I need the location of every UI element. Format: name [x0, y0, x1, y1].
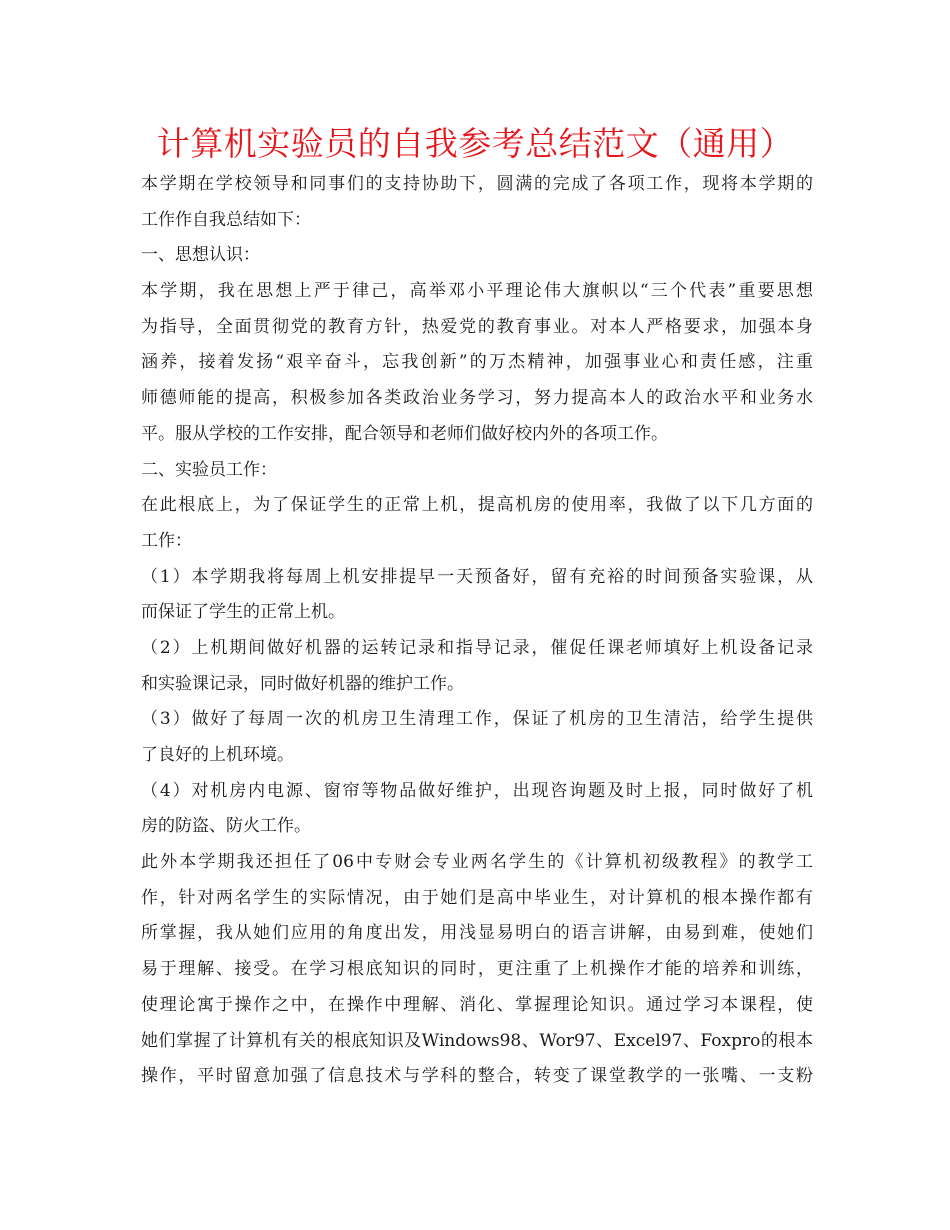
paragraph-line: 师德师能的提高，积极参加各类政治业务学习，努力提高本人的政治水平和业务水 [141, 388, 813, 409]
list-item-line: 房的防盗、防火工作。 [141, 816, 311, 837]
paragraph-line: 此外本学期我还担任了06中专财会专业两名学生的《计算机初级教程》的教学工 [141, 852, 813, 873]
paragraph-line: 使理论寓于操作之中，在操作中理解、消化、掌握理论知识。通过学习本课程，使 [141, 994, 813, 1015]
paragraph-line: 工作： [141, 530, 192, 551]
paragraph-line: 所掌握，我从她们应用的角度出发，用浅显易明白的语言讲解，由易到难，使她们 [141, 923, 813, 944]
paragraph-line: 在此根底上，为了保证学生的正常上机，提高机房的使用率，我做了以下几方面的 [141, 495, 813, 516]
paragraph-line: 为指导，全面贯彻党的教育方针，热爱党的教育事业。对本人严格要求，加强本身 [141, 316, 813, 337]
list-item-line: （2）上机期间做好机器的运转记录和指导记录，催促任课老师填好上机设备记录 [141, 637, 813, 658]
list-item-line: （4）对机房内电源、窗帘等物品做好维护，出现咨询题及时上报，同时做好了机 [141, 780, 813, 801]
paragraph-line: 涵养，接着发扬“艰辛奋斗，忘我创新”的万杰精神，加强事业心和责任感，注重 [141, 352, 813, 373]
paragraph-line: 本学期在学校领导和同事们的支持协助下，圆满的完成了各项工作，现将本学期的 [141, 174, 813, 194]
paragraph-line: 操作，平时留意加强了信息技术与学科的整合，转变了课堂教学的一张嘴、一支粉 [141, 1066, 813, 1087]
document-body [141, 167, 813, 1095]
list-item-line: （1）本学期我将每周上机安排提早一天预备好，留有充裕的时间预备实验课，从 [141, 566, 813, 587]
paragraph-line: 平。服从学校的工作安排，配合领导和老师们做好校内外的各项工作。 [141, 423, 668, 444]
paragraph-line: 易于理解、接受。在学习根底知识的同时，更注重了上机操作才能的培养和训练， [141, 959, 813, 980]
list-item-line: 而保证了学生的正常上机。 [141, 602, 345, 623]
list-item-line: 和实验课记录，同时做好机器的维护工作。 [141, 673, 464, 694]
document-title: 计算机实验员的自我参考总结范文（通用） [156, 124, 794, 163]
paragraph-line: 作，针对两名学生的实际情况，由于她们是高中毕业生，对计算机的根本操作都有 [141, 887, 813, 908]
section-heading: 一、思想认识： [141, 245, 260, 266]
paragraph-line: 工作作自我总结如下： [141, 209, 311, 230]
paragraph-line: 她们掌握了计算机有关的根底知识及Windows98、Wor97、Excel97、Foxpro的根本 [141, 1030, 813, 1051]
list-item-line: （3）做好了每周一次的机房卫生清理工作，保证了机房的卫生清洁，给学生提供 [141, 709, 813, 730]
section-heading: 二、实验员工作： [141, 459, 277, 480]
list-item-line: 了良好的上机环境。 [141, 745, 294, 765]
paragraph-line: 本学期，我在思想上严于律己，高举邓小平理论伟大旗帜以“三个代表”重要思想 [141, 281, 813, 302]
